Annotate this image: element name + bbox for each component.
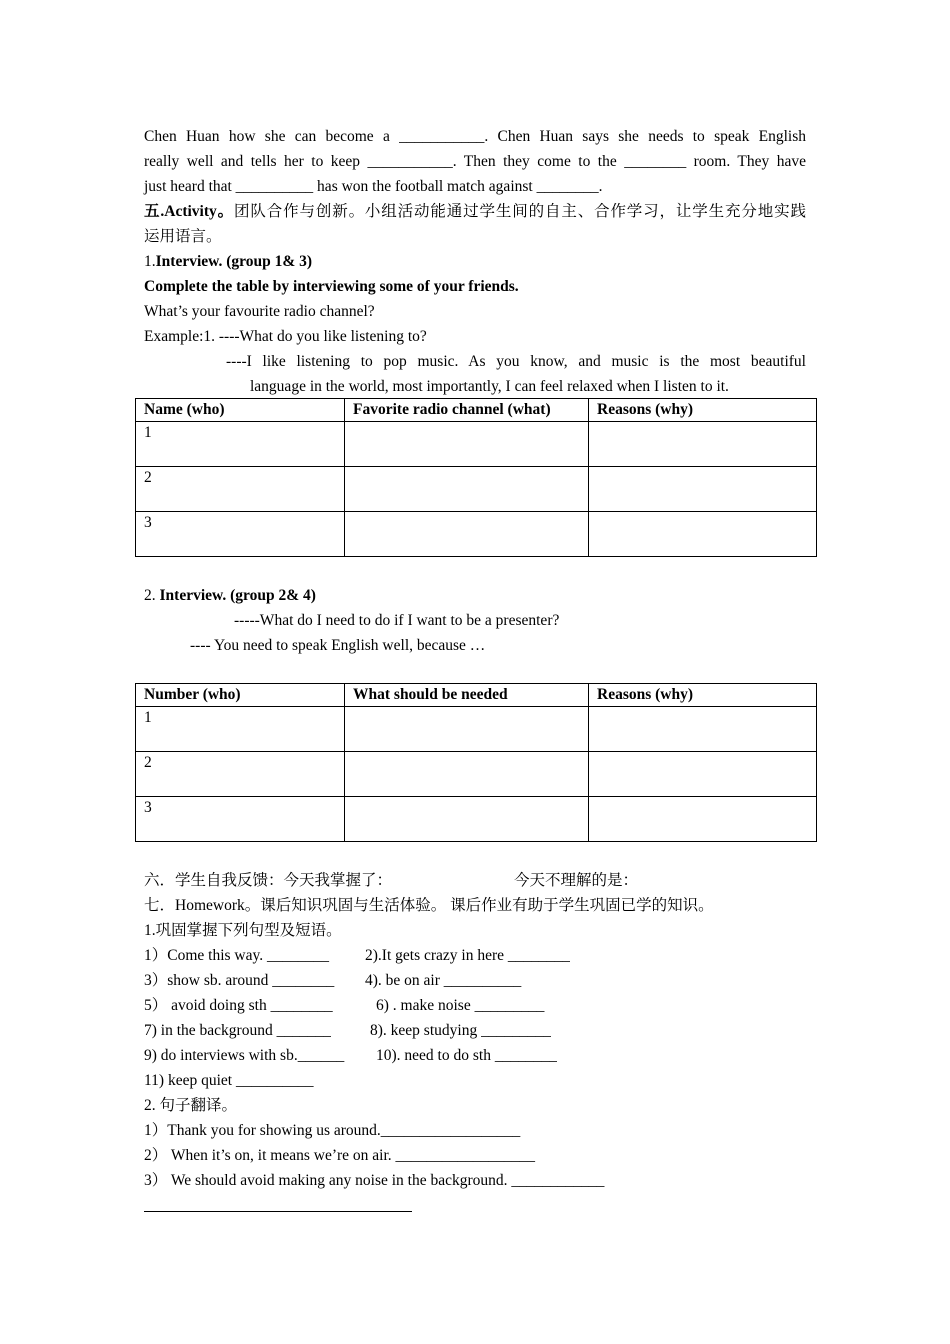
phrase-item: 2).It gets crazy in here ________ — [365, 947, 570, 964]
header-needed: What should be needed — [345, 684, 589, 707]
table-row — [136, 512, 817, 557]
intro-line-3: just heard that __________ has won the football match against ________. — [144, 178, 603, 195]
answer-cell[interactable] — [345, 707, 589, 752]
phrase-item: 1）Come this way. ________ — [144, 947, 329, 964]
header-reasons: Reasons (why) — [589, 684, 817, 707]
table-row — [136, 707, 817, 752]
interview1-instruction: Complete the table by interviewing some of your friends. — [144, 278, 519, 295]
phrase-item: 6) . make noise _________ — [376, 997, 545, 1014]
section6-learned: 六．学生自我反馈：今天我掌握了： — [144, 872, 393, 889]
answer-line — [144, 1211, 412, 1212]
phrase-item: 9) do interviews with sb.______ — [144, 1047, 345, 1064]
interview1-heading — [144, 249, 312, 274]
section5-description: 团队合作与创新。小组活动能通过学生间的自主、合作学习，让学生充分地实践 — [234, 203, 806, 220]
interview2-table — [135, 683, 817, 842]
interview2-heading — [144, 583, 316, 608]
answer-cell[interactable] — [589, 422, 817, 467]
section5-description-cont: 运用语言。 — [144, 228, 222, 245]
translation-sentence: 1）Thank you for showing us around.__________________ — [144, 1122, 521, 1139]
table-header-row — [136, 399, 817, 422]
section5-number: 五. — [144, 203, 165, 220]
header-name: Name (who) — [136, 399, 345, 422]
interview1-example-answer-1: ----I like listening to pop music. As you know, and music is the most beautiful — [226, 353, 806, 370]
phrase-item: 10). need to do sth ________ — [376, 1047, 557, 1064]
header-number: Number (who) — [136, 684, 345, 707]
answer-cell[interactable] — [345, 797, 589, 842]
phrase-item: 7) in the background _______ — [144, 1022, 331, 1039]
section5-title: Activity。 — [164, 203, 234, 220]
phrase-item: 5） avoid doing sth ________ — [144, 997, 333, 1014]
table-row — [136, 752, 817, 797]
answer-cell[interactable] — [589, 467, 817, 512]
header-reasons: Reasons (why) — [589, 399, 817, 422]
row-number: 1 — [136, 422, 345, 467]
phrase-item: 8). keep studying _________ — [370, 1022, 551, 1039]
interview1-table — [135, 398, 817, 557]
answer-cell[interactable] — [345, 752, 589, 797]
table-row — [136, 797, 817, 842]
answer-cell[interactable] — [589, 707, 817, 752]
row-number: 2 — [136, 752, 345, 797]
interview1-title: Interview. (group 1& 3) — [155, 253, 313, 270]
answer-cell[interactable] — [345, 512, 589, 557]
answer-cell[interactable] — [589, 752, 817, 797]
homework-part2-title: 2. 句子翻译。 — [144, 1097, 238, 1114]
table-row — [136, 422, 817, 467]
row-number: 3 — [136, 797, 345, 842]
answer-cell[interactable] — [589, 512, 817, 557]
section5-heading — [144, 199, 806, 224]
interview1-number: 1. — [144, 253, 156, 270]
interview2-number: 2. — [144, 587, 156, 604]
header-channel: Favorite radio channel (what) — [345, 399, 589, 422]
table-header-row — [136, 684, 817, 707]
translation-sentence: 3） We should avoid making any noise in the background. ____________ — [144, 1172, 605, 1189]
row-number: 3 — [136, 512, 345, 557]
phrase-item: 11) keep quiet __________ — [144, 1072, 314, 1089]
table-row — [136, 467, 817, 512]
translation-sentence: 2） When it’s on, it means we’re on air. __________________ — [144, 1147, 536, 1164]
interview2-title: Interview. (group 2& 4) — [159, 587, 316, 604]
interview1-question: What’s your favourite radio channel? — [144, 303, 375, 320]
answer-cell[interactable] — [345, 467, 589, 512]
section7-heading: 七．Homework。课后知识巩固与生活体验。 课后作业有助于学生巩固已学的知识。 — [144, 897, 714, 914]
intro-line-1: Chen Huan how she can become a ___________. Chen Huan says she needs to speak English — [144, 128, 806, 145]
section6-not-understood: 今天不理解的是： — [514, 872, 639, 889]
interview1-example-question: Example:1. ----What do you like listening to? — [144, 328, 427, 345]
answer-cell[interactable] — [589, 797, 817, 842]
homework-part1-title: 1.巩固掌握下列句型及短语。 — [144, 922, 342, 939]
interview2-answer: ---- You need to speak English well, because … — [190, 637, 486, 654]
phrase-item: 3）show sb. around ________ — [144, 972, 335, 989]
interview2-question: -----What do I need to do if I want to be a presenter? — [234, 612, 560, 629]
interview1-example-answer-2: language in the world, most importantly, I can feel relaxed when I listen to it. — [250, 378, 729, 395]
intro-line-2: really well and tells her to keep ___________. Then they come to the ________ room. They have — [144, 153, 806, 170]
row-number: 2 — [136, 467, 345, 512]
row-number: 1 — [136, 707, 345, 752]
answer-cell[interactable] — [345, 422, 589, 467]
phrase-item: 4). be on air __________ — [365, 972, 522, 989]
